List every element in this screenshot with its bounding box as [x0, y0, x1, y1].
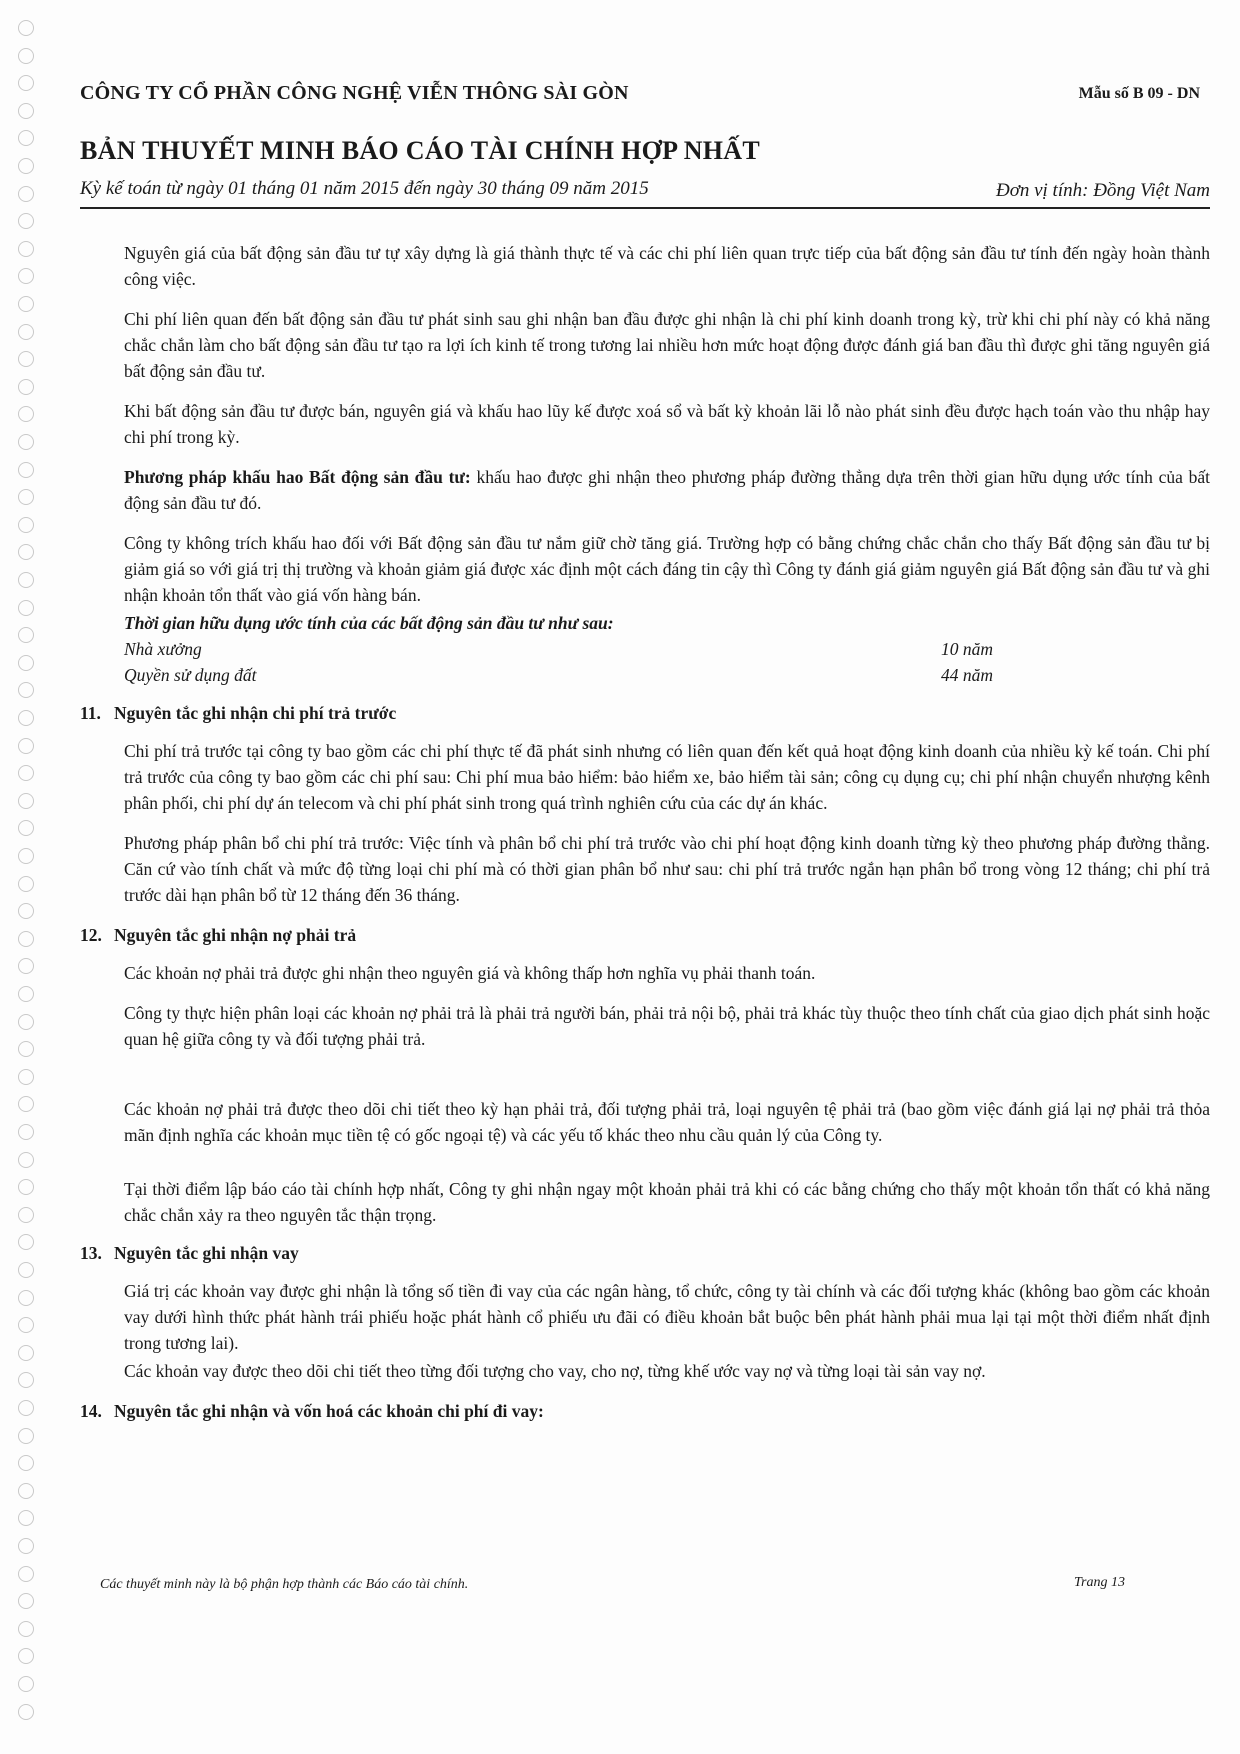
paragraph: Phương pháp phân bổ chi phí trả trước: Việc tính và phân bổ chi phí trả trước vào chi phí hoạt động kinh doanh từng kỳ theo phương pháp đường thẳng. Căn cứ vào tính chất và mức độ từng loại chi phí mà có thời gian phân bổ như sau: chi phí trả trước ngắn hạn phân bổ trong vòng 12 tháng; chi phí trả trước dài hạn phân bổ từ 12 tháng đến 36 tháng.	[124, 833, 1210, 905]
useful-life-row	[124, 636, 1210, 662]
binding-hole	[18, 406, 34, 422]
paragraph: Chi phí trả trước tại công ty bao gồm các chi phí thực tế đã phát sinh nhưng có liên quan đến kết quả hoạt động kinh doanh của nhiều kỳ kế toán. Chi phí trả trước của công ty bao gồm các chi phí sau: Chi phí mua bảo hiểm: bảo hiểm xe, bảo hiểm tài sản; công cụ dụng cụ; chi phí nhận chuyển nhượng kênh phân phối, chi phí dự án telecom và chi phí phát sinh trong quá trình nghiên cứu của các dự án khác.	[124, 741, 1210, 813]
binding-hole	[18, 738, 34, 754]
section-number: 13.	[80, 1243, 102, 1263]
binding-hole	[18, 682, 34, 698]
binding-hole	[18, 986, 34, 1002]
paragraph: Công ty thực hiện phân loại các khoản nợ phải trả là phải trả người bán, phải trả nội bộ, phải trả khác tùy thuộc theo tính chất của giao dịch phát sinh hoặc quan hệ giữa công ty và đối tượng phải trả.	[124, 1003, 1210, 1049]
binding-hole	[18, 876, 34, 892]
paragraph: Khi bất động sản đầu tư được bán, nguyên giá và khấu hao lũy kế được xoá sổ và bất kỳ khoản lãi lỗ nào phát sinh đều được hạch toán vào thu nhập hay chi phí trong kỳ.	[124, 401, 1210, 447]
binding-hole	[18, 544, 34, 560]
section-title: Nguyên tắc ghi nhận vay	[114, 1243, 299, 1263]
paragraph: Nguyên giá của bất động sản đầu tư tự xây dựng là giá thành thực tế và các chi phí liên quan trực tiếp của bất động sản đầu tư tính đến ngày hoàn thành công việc.	[124, 243, 1210, 289]
binding-hole	[18, 572, 34, 588]
binding-hole	[18, 1704, 34, 1720]
binding-hole	[18, 1014, 34, 1030]
binding-hole	[18, 1510, 34, 1526]
binding-hole	[18, 1262, 34, 1278]
page-title: BẢN THUYẾT MINH BÁO CÁO TÀI CHÍNH HỢP NHẤT	[80, 136, 761, 165]
binding-hole	[18, 351, 34, 367]
section-number: 11.	[80, 703, 101, 723]
binding-hole	[18, 1483, 34, 1499]
page-number: Trang 13	[1074, 1575, 1125, 1590]
paragraph-text: khấu hao được ghi nhận theo phương pháp đường thẳng dựa trên thời gian hữu dụng ước tính của bất động sản đầu tư đó.	[124, 467, 1211, 513]
binding-hole	[18, 130, 34, 146]
header-divider	[80, 207, 1210, 209]
spacer	[80, 1066, 1210, 1096]
section-heading-14	[80, 1398, 1210, 1424]
binding-hole	[18, 1124, 34, 1140]
section-title: Nguyên tắc ghi nhận chi phí trả trước	[114, 703, 397, 723]
binding-hole	[18, 489, 34, 505]
binding-hole	[18, 627, 34, 643]
binding-hole	[18, 1621, 34, 1637]
section-heading-13	[80, 1240, 1210, 1266]
binding-hole	[18, 793, 34, 809]
footer-note: Các thuyết minh này là bộ phận hợp thành các Báo cáo tài chính.	[100, 1577, 469, 1592]
binding-hole	[18, 186, 34, 202]
asset-name: Nhà xưởng	[124, 639, 202, 659]
binding-hole	[18, 268, 34, 284]
binding-hole	[18, 462, 34, 478]
asset-life: 10 năm	[941, 639, 994, 659]
binding-hole	[18, 1428, 34, 1444]
binding-hole	[18, 1593, 34, 1609]
binding-hole	[18, 1179, 34, 1195]
binding-hole	[18, 1317, 34, 1333]
useful-life-label: Thời gian hữu dụng ước tính của các bất động sản đầu tư như sau:	[124, 613, 614, 633]
binding-hole	[18, 48, 34, 64]
asset-life: 44 năm	[941, 665, 994, 685]
binding-hole	[18, 379, 34, 395]
form-code: Mẫu số B 09 - DN	[1078, 85, 1200, 102]
binding-hole	[18, 324, 34, 340]
paragraph	[124, 464, 1210, 516]
binding-hole	[18, 1096, 34, 1112]
paragraph: Tại thời điểm lập báo cáo tài chính hợp nhất, Công ty ghi nhận ngay một khoản phải trả khi có các bằng chứng cho thấy một khoản tổn thất có khả năng chắc chắn xảy ra theo nguyên tắc thận trọng.	[124, 1179, 1210, 1225]
paragraph: Công ty không trích khấu hao đối với Bất động sản đầu tư nắm giữ chờ tăng giá. Trường hợp có bằng chứng chắc chắn cho thấy Bất động sản đầu tư bị giảm giá so với giá trị thị trường và khoản giảm giá được xác định một cách đáng tin cậy thì Công ty đánh giá giảm nguyên giá Bất động sản đầu tư và ghi nhận khoản tổn thất vào giá vốn hàng bán.	[124, 533, 1210, 605]
section-number: 14.	[80, 1401, 102, 1421]
binding-hole	[18, 1538, 34, 1554]
binding-hole	[18, 1372, 34, 1388]
section-title: Nguyên tắc ghi nhận nợ phải trả	[114, 925, 357, 945]
binding-hole	[18, 158, 34, 174]
binding-hole	[18, 958, 34, 974]
binding-hole	[18, 75, 34, 91]
binding-hole	[18, 20, 34, 36]
binding-hole	[18, 517, 34, 533]
paragraph: Các khoản nợ phải trả được theo dõi chi tiết theo kỳ hạn phải trả, đối tượng phải trả, loại nguyên tệ phải trả (bao gồm việc đánh giá lại nợ phải trả thỏa mãn định nghĩa các khoản mục tiền tệ có gốc ngoại tệ) và các yếu tố khác theo nhu cầu quản lý của Công ty.	[124, 1099, 1210, 1145]
section-title: Nguyên tắc ghi nhận và vốn hoá các khoản chi phí đi vay:	[114, 1401, 544, 1421]
binding-hole	[18, 1041, 34, 1057]
company-name: CÔNG TY CỔ PHẦN CÔNG NGHỆ VIỄN THÔNG SÀI GÒN	[80, 82, 629, 104]
binding-hole	[18, 296, 34, 312]
useful-life-row	[124, 662, 1210, 688]
binding-hole	[18, 931, 34, 947]
accounting-period: Kỳ kế toán từ ngày 01 tháng 01 năm 2015 đến ngày 30 tháng 09 năm 2015	[80, 178, 649, 199]
binding-hole	[18, 1400, 34, 1416]
paragraph: Các khoản vay được theo dõi chi tiết theo từng đối tượng cho vay, cho nợ, từng khế ước vay nợ và từng loại tài sản vay nợ.	[124, 1361, 986, 1381]
binding-hole	[18, 903, 34, 919]
binding-hole	[18, 103, 34, 119]
paragraph: Giá trị các khoản vay được ghi nhận là tổng số tiền đi vay của các ngân hàng, tổ chức, công ty tài chính và các đối tượng khác (không bao gồm các khoản vay dưới hình thức phát hành trái phiếu hoặc phát hành cổ phiếu ưu đãi có điều khoản bắt buộc bên phát hành phải mua lại tại một thời điểm nhất định trong tương lai).	[124, 1281, 1210, 1353]
binding-hole	[18, 710, 34, 726]
binding-hole	[18, 1207, 34, 1223]
binding-hole	[18, 1069, 34, 1085]
binding-hole	[18, 1648, 34, 1664]
spacer	[80, 1162, 1210, 1176]
paragraph: Chi phí liên quan đến bất động sản đầu tư phát sinh sau ghi nhận ban đầu được ghi nhận là chi phí kinh doanh trong kỳ, trừ khi chi phí này có khả năng chắc chắn làm cho bất động sản đầu tư tạo ra lợi ích kinh tế trong tương lai nhiều hơn mức hoạt động được đánh giá ban đầu thì được ghi tăng nguyên giá bất động sản đầu tư.	[124, 309, 1210, 381]
paragraph: Các khoản nợ phải trả được ghi nhận theo nguyên giá và không thấp hơn nghĩa vụ phải thanh toán.	[124, 963, 816, 983]
binding-hole	[18, 1566, 34, 1582]
binding-hole	[18, 820, 34, 836]
document-body	[80, 240, 1210, 1436]
binding-hole	[18, 1676, 34, 1692]
binding-hole	[18, 241, 34, 257]
paragraph-lead: Phương pháp khấu hao Bất động sản đầu tư:	[124, 467, 471, 487]
section-heading-11	[80, 700, 1210, 726]
binding-hole	[18, 655, 34, 671]
binding-hole	[18, 1152, 34, 1168]
binding-hole	[18, 848, 34, 864]
binding-holes	[14, 20, 36, 1740]
section-number: 12.	[80, 925, 102, 945]
binding-hole	[18, 1290, 34, 1306]
binding-hole	[18, 213, 34, 229]
binding-hole	[18, 1345, 34, 1361]
asset-name: Quyền sử dụng đất	[124, 665, 257, 685]
section-heading-12	[80, 922, 1210, 948]
binding-hole	[18, 1234, 34, 1250]
binding-hole	[18, 765, 34, 781]
binding-hole	[18, 434, 34, 450]
binding-hole	[18, 1455, 34, 1471]
currency-unit: Đơn vị tính: Đồng Việt Nam	[995, 180, 1210, 201]
binding-hole	[18, 600, 34, 616]
